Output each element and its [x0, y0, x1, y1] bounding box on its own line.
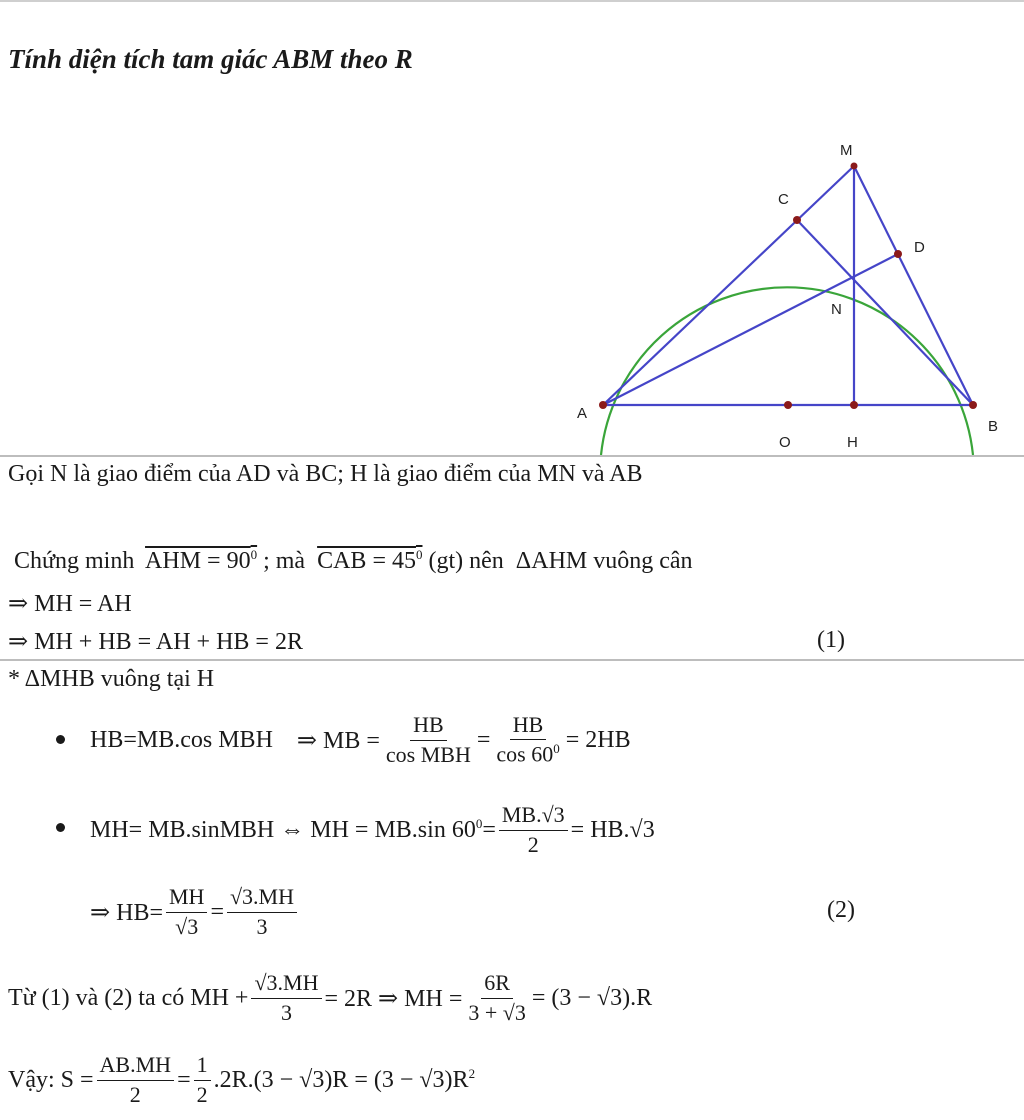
- point-D: [894, 250, 902, 258]
- bullet-2: [56, 823, 65, 832]
- label-O: O: [779, 434, 791, 451]
- eq-number-1: (1): [817, 627, 845, 653]
- line-solve: Từ (1) và (2) ta có MH + $\frac{√3.MH}{3}$ = 2R ⇒ MH = $\frac{6R}{3 + √3}$ = (3 − √3).R: [8, 970, 653, 1025]
- line-proof: Chứng minh AHM = $90^0$ ; mà CAB = $45^0$ (gt) nên ΔAHM vuông cân: [14, 547, 693, 574]
- point-M: [851, 163, 858, 170]
- fraction-hb-cos60: $\frac{HB}{\cos 60^0}$: [496, 712, 560, 767]
- point-B: [969, 401, 977, 409]
- point-O: [784, 401, 792, 409]
- fraction-6r: $\frac{6R}{3 + √3}$: [468, 970, 526, 1025]
- semicircle-arc: [601, 287, 973, 455]
- segment-AM: [603, 166, 854, 405]
- fraction-mh-sqrt3: $\frac{MH}{√3}$: [166, 885, 207, 938]
- label-B: B: [988, 418, 999, 435]
- label-H: H: [847, 434, 858, 451]
- label-M: M: [840, 142, 853, 159]
- geometry-diagram: [560, 130, 1020, 460]
- top-border: [0, 0, 1024, 2]
- point-A: [599, 401, 607, 409]
- point-C: [793, 216, 801, 224]
- line-bullet-2: MH= MB.sinMBH ⇔ MH = MB.sin $60^0$ = $\frac{MB.√3}{2}$ = HB.√3: [90, 802, 655, 857]
- line-bullet-1: HB=MB.cos MBH ⇒ MB = $\frac{HB}{\text{cos MBH}}$ = $\frac{HB}{\cos 60^0}$ = 2HB: [90, 712, 631, 767]
- line-hb: ⇒ HB= $\frac{MH}{√3}$ = $\frac{√3.MH}{3}$: [90, 872, 300, 952]
- angle-AHM: AHM = $90^0$: [145, 547, 258, 574]
- fraction-hb-cosmbh: $\frac{HB}{\text{cos MBH}}$: [385, 712, 471, 767]
- line-mh-ah: ⇒ MH = AH: [8, 591, 132, 617]
- label-C: C: [778, 191, 789, 208]
- fraction-abmh-2: $\frac{AB.MH}{2}$: [97, 1053, 175, 1106]
- line-intro: Gọi N là giao điểm của AD và BC; H là giao điểm của MN và AB: [8, 461, 643, 487]
- line-sum: ⇒ MH + HB = AH + HB = 2R: [8, 629, 303, 655]
- segment-MB: [854, 166, 973, 405]
- label-A: A: [577, 405, 588, 422]
- fraction-1-2: $\frac{1}{2}$: [194, 1053, 211, 1106]
- fraction-sqrt3mh-3: $\frac{√3.MH}{3}$: [227, 885, 297, 938]
- label-D: D: [914, 239, 925, 256]
- line-mhb: * ΔMHB vuông tại H: [8, 666, 215, 692]
- bullet-1: [56, 735, 65, 744]
- segment-CB: [797, 220, 973, 405]
- point-H: [850, 401, 858, 409]
- page-title: Tính diện tích tam giác ABM theo R: [8, 44, 413, 74]
- line-conclusion: Vậy: S = $\frac{AB.MH}{2}$ = $\frac{1}{2}$ $.2R.(3 - √3)R = (3 - √3)R^2$: [8, 1052, 476, 1107]
- angle-CAB: CAB = $45^0$: [317, 547, 423, 574]
- fraction-sqrt3mh-3-b: $\frac{√3.MH}{3}$: [251, 971, 321, 1024]
- eq-number-2: (2): [827, 897, 855, 923]
- divider-2: [0, 659, 1024, 661]
- label-N: N: [831, 301, 842, 318]
- divider-1: [0, 455, 1024, 457]
- fraction-mb-sqrt3: $\frac{MB.√3}{2}$: [499, 803, 568, 856]
